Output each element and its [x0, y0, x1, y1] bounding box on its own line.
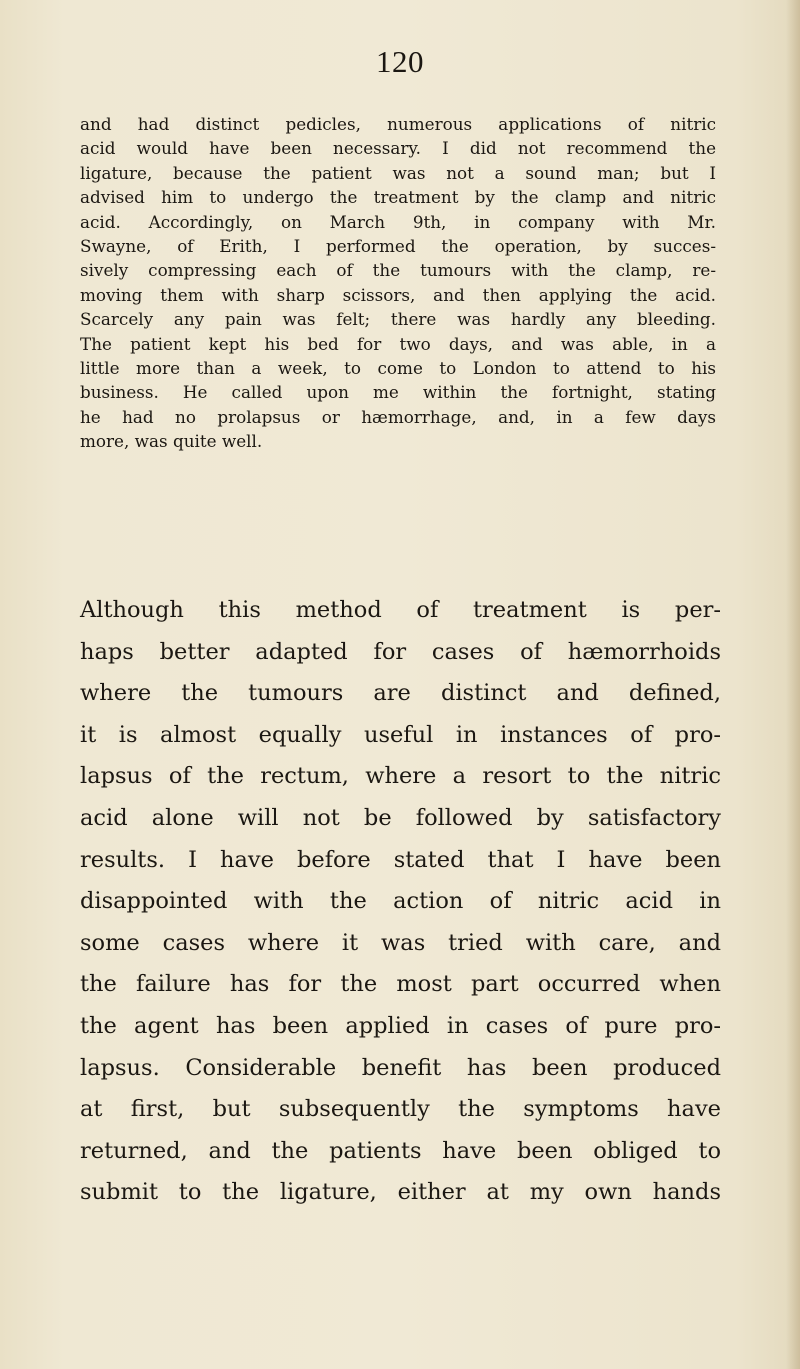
text-line: Although this method of treatment is per-	[80, 597, 721, 623]
text-line: Swayne, of Erith, I performed the operation, by succes-	[80, 236, 716, 257]
text-line: some cases where it was tried with care, and	[80, 929, 721, 956]
text-line: submit to the ligature, either at my own hands	[80, 1179, 721, 1206]
page-number: 120	[376, 44, 424, 79]
text-line: acid. Accordingly, on March 9th, in company with Mr.	[80, 211, 716, 232]
text-line: Scarcely any pain was felt; there was hardly any bleeding.	[80, 309, 716, 330]
text-line: returned, and the patients have been obliged to	[80, 1137, 721, 1164]
text-line: little more than a week, to come to London to attend to his	[80, 358, 716, 379]
text-line: business. He called upon me within the fortnight, stating	[80, 382, 716, 403]
text-line: acid would have been necessary. I did not recommend the	[80, 138, 716, 159]
text-line: disappointed with the action of nitric acid in	[80, 888, 721, 915]
text-line: it is almost equally useful in instances of pro-	[80, 721, 721, 748]
text-line: where the tumours are distinct and defined,	[80, 680, 721, 707]
text-line: he had no prolapsus or hæmorrhage, and, in a few days	[80, 406, 716, 427]
text-line: ligature, because the patient was not a sound man; but I	[80, 162, 716, 183]
text-line: sively compressing each of the tumours with the clamp, re-	[80, 260, 716, 281]
text-line: moving them with sharp scissors, and then applying the acid.	[80, 284, 716, 305]
text-line: The patient kept his bed for two days, and was able, in a	[80, 333, 716, 354]
text-line: and had distinct pedicles, numerous applications of nitric	[80, 114, 716, 134]
text-line: lapsus of the rectum, where a resort to the nitric	[80, 763, 721, 790]
text-line: more, was quite well.	[80, 431, 263, 452]
page-edge-shadow	[786, 0, 800, 1369]
text-line: acid alone will not be followed by satisfactory	[80, 804, 721, 831]
paragraph-large-print	[80, 590, 721, 1214]
text-line: results. I have before stated that I have been	[80, 846, 721, 873]
paragraph-small-print	[80, 112, 716, 454]
text-line: at first, but subsequently the symptoms have	[80, 1096, 721, 1123]
text-line: the agent has been applied in cases of pure pro-	[80, 1012, 721, 1039]
text-line: advised him to undergo the treatment by the clamp and nitric	[80, 187, 716, 208]
text-line: the failure has for the most part occurred when	[80, 971, 721, 998]
text-line: lapsus. Considerable benefit has been produced	[80, 1054, 721, 1081]
text-line: haps better adapted for cases of hæmorrhoids	[80, 638, 721, 665]
